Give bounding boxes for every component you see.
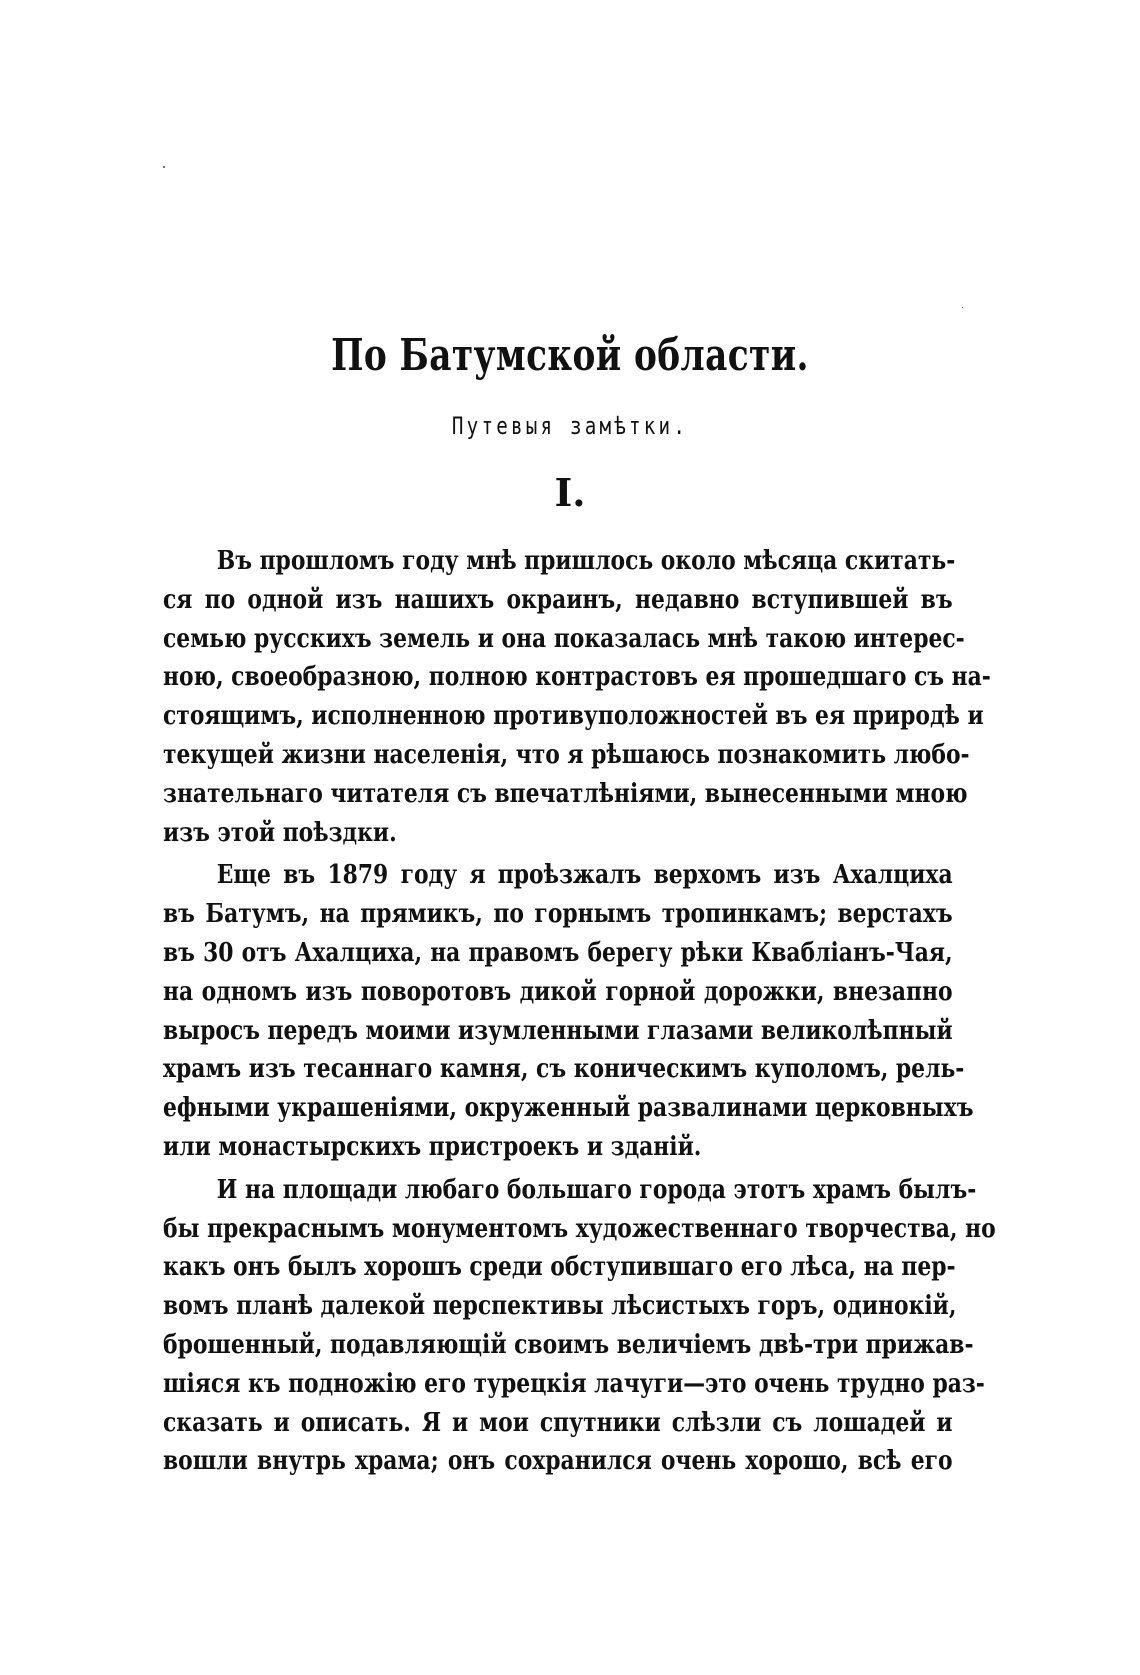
text-line: выросъ передъ моими изумленными глазами великолѣпный xyxy=(163,1015,953,1046)
text-line: или монастырскихъ пристроекъ и зданій. xyxy=(163,1131,702,1162)
margin-speck xyxy=(163,166,165,168)
text-line: сказать и описать. Я и мои спутники слѣзли съ лошадей и xyxy=(163,1407,953,1438)
text-line: Въ прошломъ году мнѣ пришлось около мѣсяца скитать- xyxy=(216,546,956,576)
text-line: стоящимъ, исполненною противуположностей въ ея природѣ и xyxy=(163,701,984,732)
text-line: въ Батумъ, на прямикъ, по горнымъ тропинкамъ; верстахъ xyxy=(163,899,953,930)
text-line: ефными украшеніями, окруженный развалинами церковныхъ xyxy=(163,1093,974,1124)
text-line: И на площади любаго большаго города этотъ храмъ былъ- xyxy=(216,1174,977,1205)
paragraph xyxy=(163,542,991,852)
text-line: изъ этой поѣздки. xyxy=(163,817,397,848)
text-line: текущей жизни населенія, что я рѣшаюсь познакомить любо- xyxy=(163,739,970,770)
text-line: храмъ изъ тесаннаго камня, съ коническимъ куполомъ, рель- xyxy=(163,1054,965,1085)
chapter-number: I. xyxy=(554,470,586,515)
page-title: По Батумской области. xyxy=(331,330,809,381)
text-line: ною, своеобразною, полною контрастовъ ея прошедшаго съ на- xyxy=(163,662,991,693)
text-line: вошли внутрь храма; онъ сохранился очень хорошо, всѣ его xyxy=(163,1446,953,1477)
text-line: Еще въ 1879 году я проѣзжалъ верхомъ изъ Ахалциха xyxy=(216,860,953,891)
text-line: брошенный, подавляющій своимъ величіемъ двѣ-три прижав- xyxy=(163,1329,974,1360)
text-line: на одномъ изъ поворотовъ дикой горной дорожки, внезапно xyxy=(163,976,953,1007)
paragraph xyxy=(163,856,974,1166)
paragraph xyxy=(163,1171,996,1481)
text-line: знательнаго читателя съ впечатлѣніями, вынесенными мною xyxy=(163,778,968,809)
text-line: какъ онъ былъ хорошъ среди обступившаго его лѣса, на пер- xyxy=(163,1252,956,1283)
margin-speck xyxy=(962,307,963,308)
body-text xyxy=(163,542,996,1481)
text-line: въ 30 отъ Ахалциха, на правомъ берегу рѣки Квабліанъ-Чая, xyxy=(163,937,953,968)
page-subtitle: Путевыя замѣтки. xyxy=(451,412,689,440)
text-line: шіяся къ подножію его турецкія лачуги—это очень трудно раз- xyxy=(163,1368,985,1399)
text-line: ся по одной изъ нашихъ окраинъ, недавно вступившей въ xyxy=(163,584,953,615)
text-line: бы прекраснымъ монументомъ художественнаго творчества, но xyxy=(163,1213,996,1244)
text-line: семью русскихъ земель и она показалась мнѣ такою интерес- xyxy=(163,623,965,654)
text-line: вомъ планѣ далекой перспективы лѣсистыхъ горъ, одинокій, xyxy=(163,1291,957,1322)
